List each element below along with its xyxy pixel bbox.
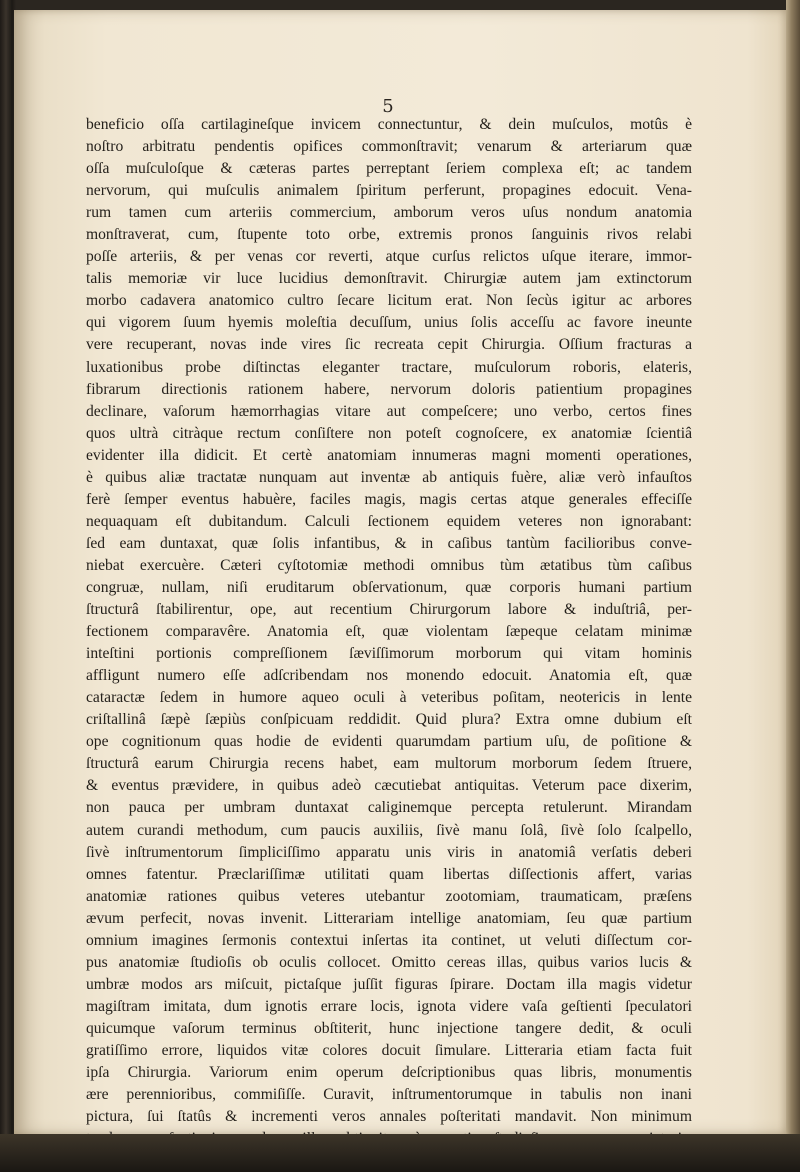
page-edge-bottom (0, 1134, 800, 1172)
text-line: ipſa Chirurgia. Variorum enim operum deſcriptionibus quas libris, monumentis (86, 1064, 692, 1082)
body-text (86, 114, 692, 1172)
text-line: poſſe arteriis, & per venas cor reverti, atque curſus relictos uſque iterare, immor- (86, 248, 692, 266)
text-line: inteſtini portionis compreſſionem ſæviſſimorum morborum qui vitam hominis (86, 645, 692, 663)
text-line: omnes fatentur. Præclariſſimæ utilitati quam libertas diſſectionis affert, varias (86, 865, 692, 883)
text-line: fibrarum directionis rationem habere, nervorum doloris patientium propagines (86, 380, 692, 398)
text-line: congruæ, nullam, niſi eruditarum obſervationum, quæ corporis humani partium (86, 578, 692, 596)
text-line: cataractæ ſedem in humore aqueo oculi à veteribus poſitam, neotericis in lente (86, 689, 692, 707)
text-line: ſivè inſtrumentorum ſimpliciſſimo apparatu unis viris in anatomiâ verſatis deberi (86, 843, 692, 861)
text-line: anatomiæ rationes quibus veteres utebantur zootomiam, traumaticam, præſens (86, 887, 692, 905)
text-line: morbo cadavera anatomico cultro ſecare licitum erat. Non ſecùs igitur ac arbores (86, 292, 692, 310)
text-line: ſtructurâ earum Chirurgia recens habet, eam multorum morborum ſedem ſtruere, (86, 755, 692, 773)
text-line: ope cognitionum quas hodie de evidenti quarumdam partium uſu, de poſitione & (86, 733, 692, 751)
text-line: ſed eam duntaxat, quæ ſolis infantibus, & in caſibus tantùm facilioribus conve- (86, 534, 692, 552)
text-line: & eventus prævidere, in quibus adeò cæcutiebat antiquitas. Veterum pace dixerim, (86, 777, 692, 795)
text-line: oſſa muſculoſque & cæteras partes perreptant ſeriem complexa eſt; ac tandem (86, 160, 692, 178)
text-line: evidenter illa didicit. Et certè anatomiam innumeras magni momenti operationes, (86, 446, 692, 464)
text-line: quos ultrà citràque rectum conſiſtere non poteſt cognoſcere, ex anatomiæ ſcientiâ (86, 424, 692, 442)
text-line: è quibus aliæ tractatæ nunquam aut inventæ ab antiquis fuère, aliæ verò infauſtos (86, 468, 692, 486)
text-line: talis memoriæ vir luce lucidius demonſtravit. Chirurgiæ autem jam extinctorum (86, 270, 692, 288)
text-line: qui vigorem ſuum hyemis moleſtia decuſſum, unius ſolis acceſſu ac favore ineunte (86, 314, 692, 332)
text-line: pictura, ſui ſtatûs & incrementi veros annales poſteritati mandavit. Non minimum (86, 1108, 692, 1126)
text-line: ſtructurâ ſtabilirentur, ope, aut recentium Chirurgorum labore & induſtriâ, per- (86, 601, 692, 619)
text-line: vere recuperant, novas inde vires ſic recreata cepit Chirurgia. Oſſium fracturas a (86, 336, 692, 354)
text-line: non pauca per umbram duntaxat caliginemque percepta retulerunt. Mirandam (86, 799, 692, 817)
text-line: ævum perfecit, novas invenit. Litterariam intellige anatomiam, ſeu quæ partium (86, 909, 692, 927)
text-line: niebat exercuère. Cæteri cyſtotomiæ methodi omnibus tùm ætatibus tùm caſibus (86, 556, 692, 574)
text-line: ære perennioribus, commiſiſſe. Curavit, inſtrumentorumque in tabulis non inani (86, 1086, 692, 1104)
book-page (14, 10, 786, 1134)
text-line: luxationibus probe diſtinctas eleganter tractare, muſculorum roboris, elateris, (86, 358, 692, 376)
text-line: declinare, vaſorum hæmorrhagias vitare aut compeſcere; uno verbo, certos fines (86, 402, 692, 420)
text-line: autem curandi methodum, cum paucis auxiliis, ſivè manu ſolâ, ſivè ſolo ſcalpello, (86, 821, 692, 839)
text-line: beneficio oſſa cartilagineſque invicem connectuntur, & dein muſculos, motûs è (86, 116, 692, 133)
text-line: pus anatomiæ ſtudioſis ob oculis collocet. Omitto cereas illas, quibus varios lucis & (86, 953, 692, 971)
text-line: umbræ modos ars miſcuit, pictaſque juſſit figuras ſpirare. Doctam illa magis videtur (86, 975, 692, 993)
text-line: quicumque vaſorum terminus obſtiterit, hunc injectione tangere dedit, & oculi (86, 1019, 692, 1037)
text-line: nequaquam eſt dubitandum. Calculi ſectionem equidem veteres non ignorabant: (86, 512, 692, 530)
text-line: nervorum, qui muſculis animalem ſpiritum perferunt, propagines edocuit. Vena- (86, 182, 692, 200)
text-line: criſtallinâ ſæpè ſæpiùs conſpicuam reddidit. Quid plura? Extra omne dubium eſt (86, 711, 692, 729)
text-line: gratiſſimo errore, liquidos vitæ colores docuit ſimulare. Litteraria etiam facta fuit (86, 1041, 692, 1059)
text-line: noſtro arbitratu pendentis opifices commonſtravit; venarum & arteriarum quæ (86, 138, 692, 156)
text-line: magiſtram imitata, dum ignotis errare locis, ignota videre vaſa geſtienti ſpeculatori (86, 997, 692, 1015)
text-line: monſtraverat, cum, ſtupente toto orbe, extremis pronos ſanguinis rivos relabi (86, 226, 692, 244)
text-line: fectionem comparavêre. Anatomia eſt, quæ violentam ſæpeque celatam minimæ (86, 623, 692, 641)
page-number: 5 (382, 96, 394, 117)
text-line: omnium imagines ſermonis contextui inſertas ita continet, ut veluti diſſectum cor- (86, 931, 692, 949)
text-line: affligunt numero eſſe adſcribendam nos monendo edocuit. Anatomia eſt, quæ (86, 667, 692, 685)
page-edge-right (786, 0, 800, 1172)
text-line: rum tamen cum arteriis commercium, amborum veros uſus nondum anatomia (86, 204, 692, 222)
text-line: ferè ſemper eventus habuère, faciles magis, magis certas atque generales effeciſſe (86, 490, 692, 508)
